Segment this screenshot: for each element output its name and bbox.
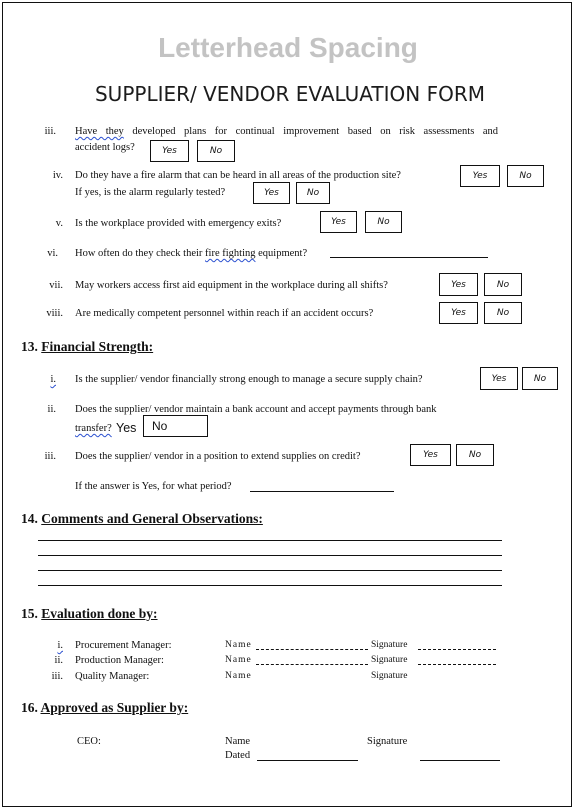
signature-label: Signature [371,655,408,665]
section-heading: 16. Approved as Supplier by: [21,700,189,715]
no-checkbox[interactable]: No [522,367,558,390]
letterhead-placeholder: Letterhead Spacing [158,32,418,63]
yes-checkbox[interactable]: Yes [150,140,189,162]
no-checkbox[interactable]: No [365,211,402,233]
comment-line[interactable] [38,585,502,586]
answer-line[interactable] [330,257,488,258]
no-checkbox[interactable]: No [484,273,522,296]
evaluator-role: Quality Manager: [75,671,150,682]
name-line[interactable] [256,649,368,650]
question-number: i. [50,374,56,385]
signature-label: Signature [371,671,408,681]
yes-checkbox[interactable]: Yes [410,444,451,466]
name-line[interactable] [256,664,368,665]
question-number: vi. [47,248,58,259]
signature-label: Signature [367,736,408,747]
signature-line[interactable] [418,664,496,665]
approver-role: CEO: [77,736,101,747]
question-text: Does the supplier/ vendor maintain a bank account and accept payments through bank [75,404,437,415]
question-number: vii. [49,280,63,291]
yes-checkbox[interactable]: Yes [480,367,518,390]
evaluator-number: ii. [54,655,63,666]
yes-checkbox[interactable]: Yes [439,302,478,324]
yes-checkbox[interactable]: Yes [253,182,290,204]
question-number: ii. [47,404,56,415]
no-checkbox[interactable]: No [484,302,522,324]
name-label: Name [225,640,252,650]
question-text: Do they have a fire alarm that can be heard in all areas of the production site? [75,170,401,181]
question-number: v. [55,218,63,229]
form-title: SUPPLIER/ VENDOR EVALUATION FORM [94,82,485,106]
comment-line[interactable] [38,570,502,571]
comment-line[interactable] [38,540,502,541]
name-label: Name [225,655,252,665]
question-number: iii. [44,126,56,137]
yes-checkbox[interactable]: Yes [320,211,357,233]
no-checkbox[interactable]: No [456,444,494,466]
signature-label: Signature [371,640,408,650]
no-checkbox[interactable]: No [296,182,330,204]
followup-text: If the answer is Yes, for what period? [75,481,232,492]
answer-line[interactable] [250,491,394,492]
question-text: accident logs? [75,142,135,153]
question-text: Is the supplier/ vendor financially strong enough to manage a secure supply chain? [75,374,423,385]
section-heading: 13. Financial Strength: [21,339,154,354]
dated-line[interactable] [257,760,358,761]
evaluator-number: i. [57,640,63,651]
question-number: iii. [44,451,56,462]
have-they-text: Have they [75,126,124,137]
evaluator-number: iii. [51,671,63,682]
evaluator-role: Production Manager: [75,655,164,666]
question-text: How often do they check their fire fighting equipment? [75,248,308,259]
signature-line[interactable] [420,760,500,761]
no-checkbox[interactable]: No [143,415,208,437]
dated-label: Dated [225,750,251,761]
yes-checkbox[interactable]: Yes [460,165,500,187]
question-number: iv. [52,170,63,181]
name-label: Name [225,736,251,747]
question-text: Is the workplace provided with emergency exits? [75,218,282,229]
yes-option[interactable]: Yes [116,421,137,435]
question-text: Have they developed plans for continual improvement based on risk assessments and [75,126,499,137]
evaluator-role: Procurement Manager: [75,640,172,651]
question-text: If yes, is the alarm regularly tested? [75,187,226,198]
question-number: viii. [46,308,63,319]
question-text: May workers access first aid equipment in the workplace during all shifts? [75,280,388,291]
section-heading: 14. Comments and General Observations: [21,511,263,526]
no-checkbox[interactable]: No [507,165,544,187]
name-label: Name [225,671,252,681]
question-text: transfer? [75,423,112,434]
signature-line[interactable] [418,649,496,650]
question-text: Are medically competent personnel within reach if an accident occurs? [75,308,374,319]
no-checkbox[interactable]: No [197,140,235,162]
section-heading: 15. Evaluation done by: [21,606,158,621]
yes-checkbox[interactable]: Yes [439,273,478,296]
comment-line[interactable] [38,555,502,556]
question-text: Does the supplier/ vendor in a position to extend supplies on credit? [75,451,361,462]
